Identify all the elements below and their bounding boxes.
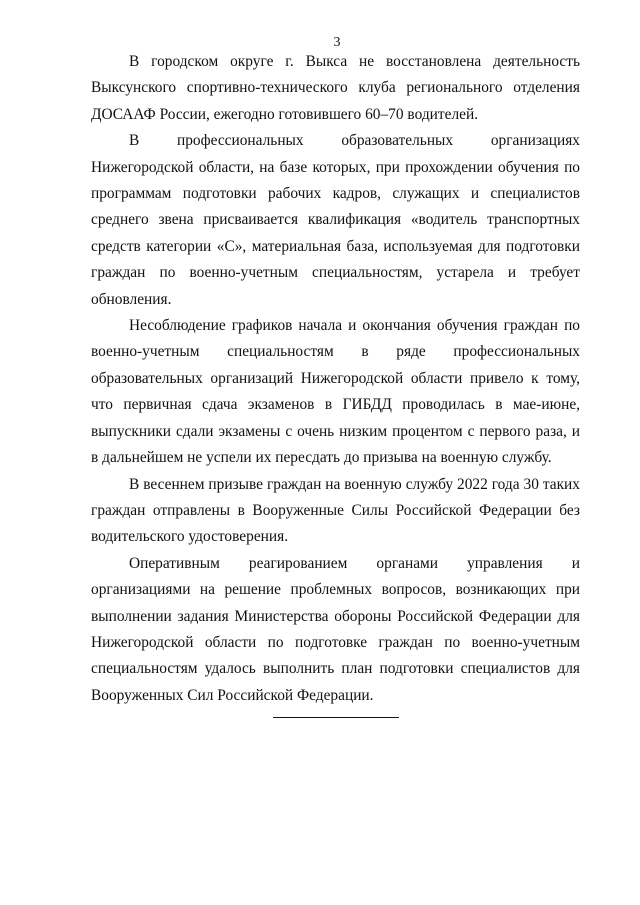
end-separator-line [273, 717, 399, 718]
paragraph-training-schedule: Несоблюдение графиков начала и окончания обучения граждан по военно-учетным специальностям в ряде профессиональных образовательных организаций Нижегородской области привело к тому, что первичная сдача экзаменов в ГИБДД проводилась в мае-июне, выпускники сдали экзамены с очень низким процентом с первого раза, и в дальнейшем не успели их пересдать до призыва на военную службу. [91, 317, 580, 467]
document-body [91, 49, 580, 709]
paragraph-spring-conscription: В весеннем призыве граждан на военную службу 2022 года 30 таких граждан отправлены в Вооруженные Силы Российской Федерации без водительского удостоверения. [91, 475, 580, 546]
page-number: 3 [333, 35, 341, 50]
paragraph-professional-organizations: В профессиональных образовательных организациях Нижегородской области, на базе которых, при прохождении обучения по программам подготовки рабочих кадров, служащих и специалистов среднего звена присваивается квалификация «водитель транспортных средств категории «С», материальная база, используемая для подготовки граждан по военно-учетным специальностям, устарела и требует обновления. [91, 132, 580, 308]
paragraph-vyksa-club: В городском округе г. Выкса не восстановлена деятельность Выксунского спортивно-технического клуба регионального отделения ДОСААФ России, ежегодно готовившего 60–70 водителей. [91, 53, 580, 123]
paragraph-operational-response: Оперативным реагированием органами управления и организациями на решение проблемных вопросов, возникающих при выполнении задания Министерства обороны Российской Федерации для Нижегородской области по подготовке граждан по военно-учетным специальностям удалось выполнить план подготовки специалистов для Вооруженных Сил Российской Федерации. [91, 554, 580, 704]
